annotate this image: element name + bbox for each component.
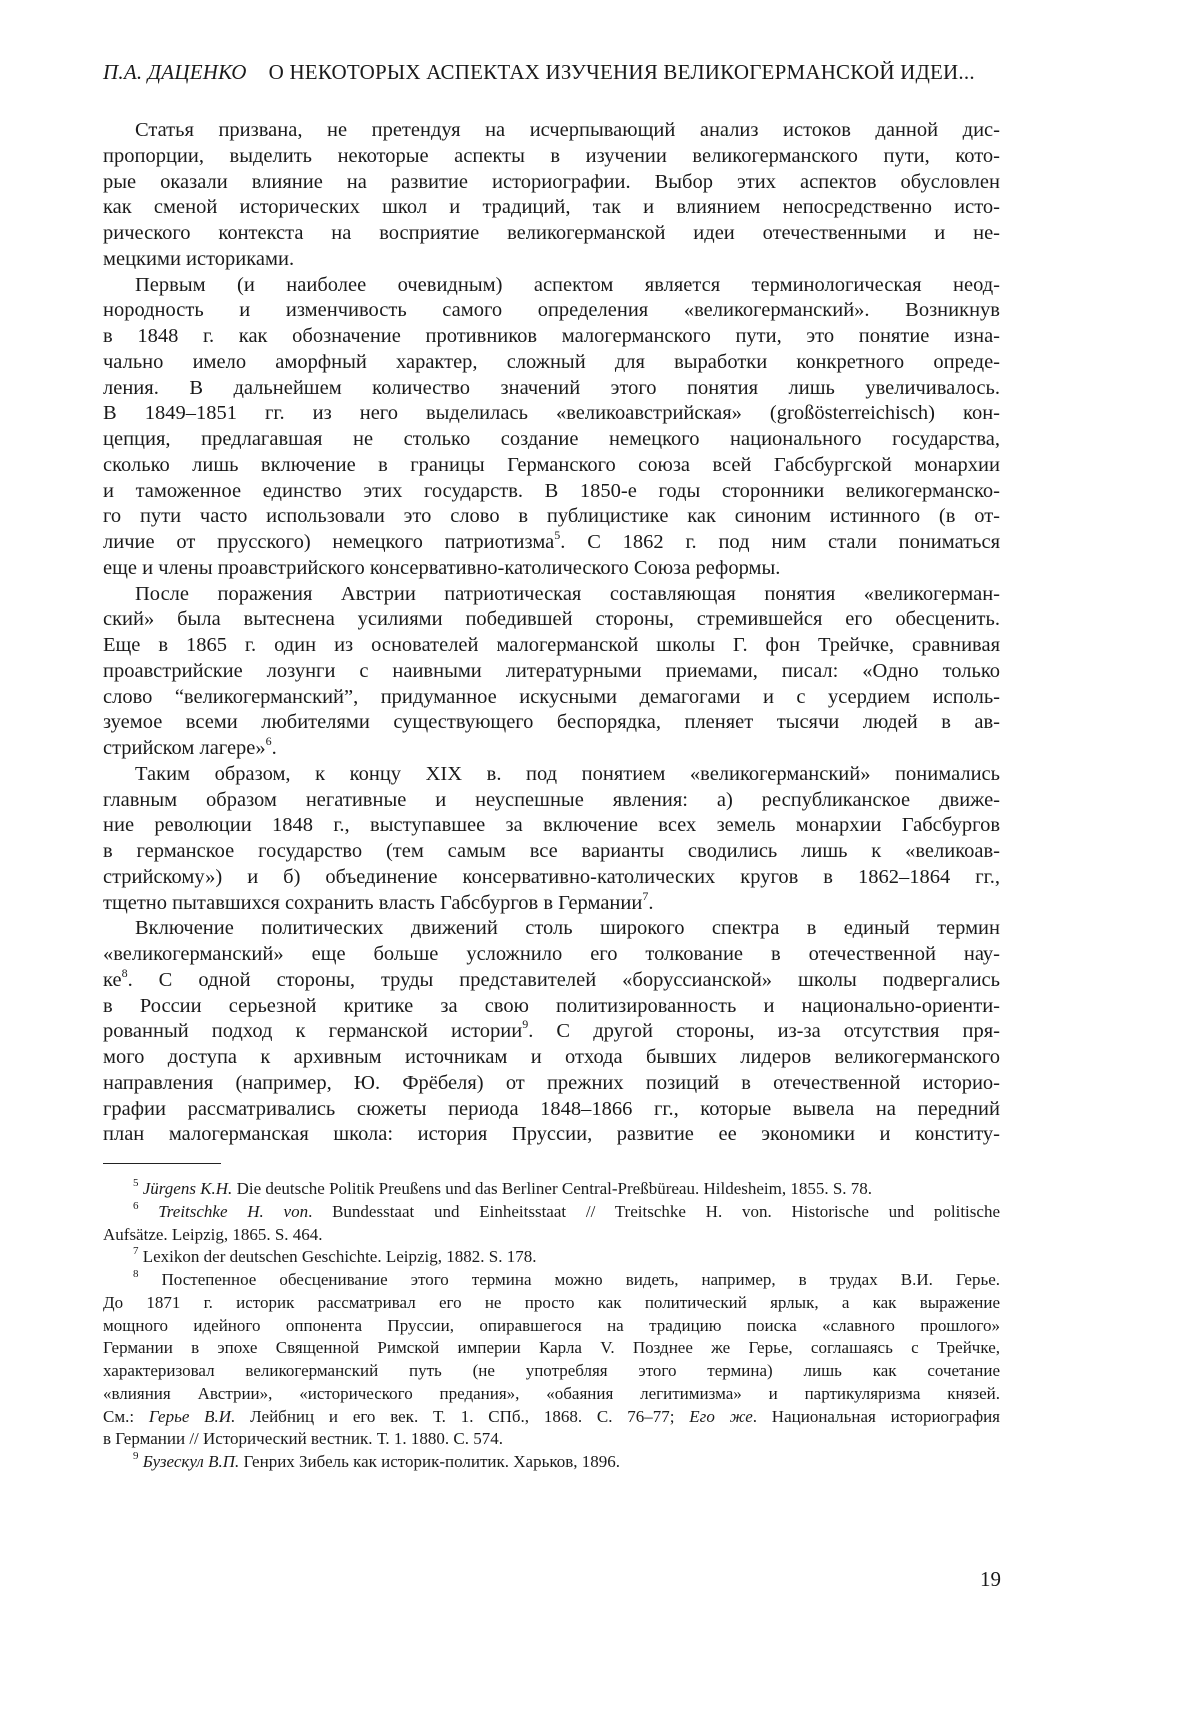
text-line: ления. В дальнейшем количество значений этого понятия лишь увеличивалось. bbox=[103, 376, 1000, 402]
text-segment: рованный подход к германской истории bbox=[103, 1020, 522, 1042]
text-line: До 1871 г. историк рассматривал его не просто как политический ярлык, а как выражение bbox=[103, 1292, 1000, 1315]
text-line: направления (например, Ю. Фрёбеля) от прежних позиций в отечественной историо- bbox=[103, 1071, 1000, 1097]
text-line: характеризовал великогерманский путь (не употребляя этого термина) лишь как сочетание bbox=[103, 1360, 1000, 1383]
text-line: Включение политических движений столь широкого спектра в единый термин bbox=[103, 916, 1000, 942]
text-line bbox=[103, 1178, 1000, 1201]
text-line: в 1848 г. как обозначение противников малогерманского пути, это понятие изна- bbox=[103, 324, 1000, 350]
text-line: пропорции, выделить некоторые аспекты в изучении великогерманского пути, кото- bbox=[103, 144, 1000, 170]
author-name: Его же bbox=[689, 1407, 752, 1426]
text-segment: . С другой стороны, из-за отсутствия пря- bbox=[528, 1020, 1000, 1042]
text-segment: Лейбниц и его век. Т. 1. СПб., 1868. С. 76–77; bbox=[235, 1407, 689, 1426]
running-header bbox=[103, 60, 1000, 85]
body-text bbox=[103, 118, 1000, 1148]
paragraph bbox=[103, 273, 1000, 582]
text-line bbox=[103, 736, 1000, 762]
text-line: «влияния Австрии», «исторического предания», «обаяния легитимизма» и партикуляризма князей. bbox=[103, 1383, 1000, 1406]
footnote-marker: 8 bbox=[133, 1268, 139, 1280]
text-line bbox=[103, 1406, 1000, 1429]
footnote bbox=[103, 1269, 1000, 1451]
text-segment: Die deutsche Politik Preußens und das Berliner Central-Preßbüreau. Hildesheim, 1855. S. 78. bbox=[232, 1179, 872, 1198]
footnote-marker: 5 bbox=[133, 1177, 139, 1189]
text-line: в России серьезной критике за свою политизированность и национально-ориенти- bbox=[103, 994, 1000, 1020]
paragraph bbox=[103, 582, 1000, 762]
footnote-marker: 6 bbox=[266, 734, 272, 748]
text-segment: Lexikon der deutschen Geschichte. Leipzig, 1882. S. 178. bbox=[139, 1247, 537, 1266]
footnote-marker: 5 bbox=[554, 528, 560, 542]
text-line: стрийскому») и б) объединение консервативно-католических кругов в 1862–1864 гг., bbox=[103, 865, 1000, 891]
text-line: мого доступа к архивным источникам и отхода бывших лидеров великогерманского bbox=[103, 1045, 1000, 1071]
text-segment: Генрих Зибель как историк-политик. Харьков, 1896. bbox=[239, 1452, 620, 1471]
footnote bbox=[103, 1201, 1000, 1247]
footnote-marker: 9 bbox=[133, 1450, 139, 1462]
text-line: рые оказали влияние на развитие историографии. Выбор этих аспектов обусловлен bbox=[103, 170, 1000, 196]
text-line: и таможенное единство этих государств. В 1850-е годы сторонники великогерманско- bbox=[103, 479, 1000, 505]
text-line: Еще в 1865 г. один из основателей малогерманской школы Г. фон Трейчке, сравнивая bbox=[103, 633, 1000, 659]
text-line bbox=[103, 891, 1000, 917]
text-line bbox=[103, 1019, 1000, 1045]
text-line: цепция, предлагавшая не столько создание немецкого национального государства, bbox=[103, 427, 1000, 453]
text-line bbox=[103, 1451, 1000, 1474]
author-name: Jürgens K.H. bbox=[143, 1179, 233, 1198]
text-line bbox=[103, 968, 1000, 994]
text-line: Германии в эпохе Священной Римской империи Карла V. Позднее же Герье, соглашаясь с Трейчке, bbox=[103, 1337, 1000, 1360]
text-line: чально имело аморфный характер, сложный для выработки конкретного опреде- bbox=[103, 350, 1000, 376]
author-name: Герье В.И. bbox=[149, 1407, 235, 1426]
footnote-marker: 6 bbox=[133, 1200, 139, 1212]
text-line: в германское государство (тем самым все варианты сводились лишь к «великоав- bbox=[103, 839, 1000, 865]
text-segment: стрийском лагере» bbox=[103, 737, 266, 759]
text-line: еще и члены проавстрийского консервативно-католического Союза реформы. bbox=[103, 556, 1000, 582]
text-segment: ке bbox=[103, 969, 122, 991]
text-line: зуемое всеми любителями существующего беспорядка, пленяет тысячи людей в ав- bbox=[103, 710, 1000, 736]
text-line: графии рассматривались сюжеты периода 1848–1866 гг., которые вывела на передний bbox=[103, 1097, 1000, 1123]
text-segment bbox=[139, 1202, 159, 1221]
running-header-title: О НЕКОТОРЫХ АСПЕКТАХ ИЗУЧЕНИЯ ВЕЛИКОГЕРМАНСКОЙ ИДЕИ... bbox=[269, 60, 975, 85]
text-segment: . Bundesstaat und Einheitsstaat // Treitschke H. von. Historische und politische bbox=[308, 1202, 1000, 1221]
text-line: го пути часто использовали это слово в публицистике как синоним истинного (в от- bbox=[103, 504, 1000, 530]
footnote-divider bbox=[103, 1163, 221, 1164]
text-segment: . С одной стороны, труды представителей «боруссианской» школы подвергались bbox=[128, 969, 1000, 991]
text-segment: См.: bbox=[103, 1407, 149, 1426]
footnote bbox=[103, 1451, 1000, 1474]
text-segment: . bbox=[648, 892, 653, 914]
text-line: После поражения Австрии патриотическая составляющая понятия «великогерман- bbox=[103, 582, 1000, 608]
text-line bbox=[103, 1246, 1000, 1269]
text-line: Статья призвана, не претендуя на исчерпывающий анализ истоков данной дис- bbox=[103, 118, 1000, 144]
text-line: как сменой исторических школ и традиций, так и влиянием непосредственно исто- bbox=[103, 195, 1000, 221]
text-line: слово “великогерманский”, придуманное искусными демагогами и с усердием исполь- bbox=[103, 685, 1000, 711]
text-line: мощного идейного оппонента Пруссии, опиравшегося на традицию поиска «славного прошлого» bbox=[103, 1315, 1000, 1338]
text-line bbox=[103, 530, 1000, 556]
paragraph bbox=[103, 762, 1000, 917]
text-segment: . С 1862 г. под ним стали пониматься bbox=[560, 531, 1000, 553]
text-line: ский» была вытеснена усилиями победившей стороны, стремившейся его обесценить. bbox=[103, 607, 1000, 633]
text-line: Aufsätze. Leipzig, 1865. S. 464. bbox=[103, 1224, 1000, 1247]
text-line: мецкими историками. bbox=[103, 247, 1000, 273]
footnote bbox=[103, 1246, 1000, 1269]
text-line bbox=[103, 1269, 1000, 1292]
text-line: рического контекста на восприятие великогерманской идеи отечественными и не- bbox=[103, 221, 1000, 247]
author-name: Бузескул В.П. bbox=[143, 1452, 240, 1471]
text-segment: . bbox=[272, 737, 277, 759]
text-line: ние революции 1848 г., выступавшее за включение всех земель монархии Габсбургов bbox=[103, 813, 1000, 839]
footnote-marker: 9 bbox=[522, 1017, 528, 1031]
text-line: Таким образом, к концу XIX в. под понятием «великогерманский» понимались bbox=[103, 762, 1000, 788]
paragraph bbox=[103, 916, 1000, 1148]
text-segment: личие от прусского) немецкого патриотизма bbox=[103, 531, 554, 553]
footnotes bbox=[103, 1178, 1000, 1474]
text-line bbox=[103, 1201, 1000, 1224]
text-line: в Германии // Исторический вестник. Т. 1. 1880. С. 574. bbox=[103, 1428, 1000, 1451]
author-name: Treitschke H. von bbox=[158, 1202, 308, 1221]
text-line: проавстрийские лозунги с наивными литературными приемами, писал: «Одно только bbox=[103, 659, 1000, 685]
text-line: план малогерманская школа: история Пруссии, развитие ее экономики и конститу- bbox=[103, 1122, 1000, 1148]
text-line: «великогерманский» еще больше усложнило его толкование в отечественной нау- bbox=[103, 942, 1000, 968]
page-number: 19 bbox=[980, 1567, 1001, 1592]
paragraph bbox=[103, 118, 1000, 273]
text-line: сколько лишь включение в границы Германского союза всей Габсбургской монархии bbox=[103, 453, 1000, 479]
text-line: В 1849–1851 гг. из него выделилась «великоавстрийская» (großösterreichisch) кон- bbox=[103, 401, 1000, 427]
text-line: нородность и изменчивость самого определения «великогерманский». Возникнув bbox=[103, 298, 1000, 324]
footnote-marker: 7 bbox=[133, 1245, 139, 1257]
text-segment: Постепенное обесценивание этого термина можно видеть, например, в трудах В.И. Герье. bbox=[139, 1270, 1001, 1289]
footnote-marker: 7 bbox=[642, 889, 648, 903]
footnote bbox=[103, 1178, 1000, 1201]
text-line: главным образом негативные и неуспешные явления: а) республиканское движе- bbox=[103, 788, 1000, 814]
text-segment: . Национальная историография bbox=[753, 1407, 1000, 1426]
running-header-author: П.А. ДАЦЕНКО bbox=[103, 60, 247, 85]
text-segment: тщетно пытавшихся сохранить власть Габсбургов в Германии bbox=[103, 892, 642, 914]
text-line: Первым (и наиболее очевидным) аспектом является терминологическая неод- bbox=[103, 273, 1000, 299]
footnote-marker: 8 bbox=[122, 966, 128, 980]
